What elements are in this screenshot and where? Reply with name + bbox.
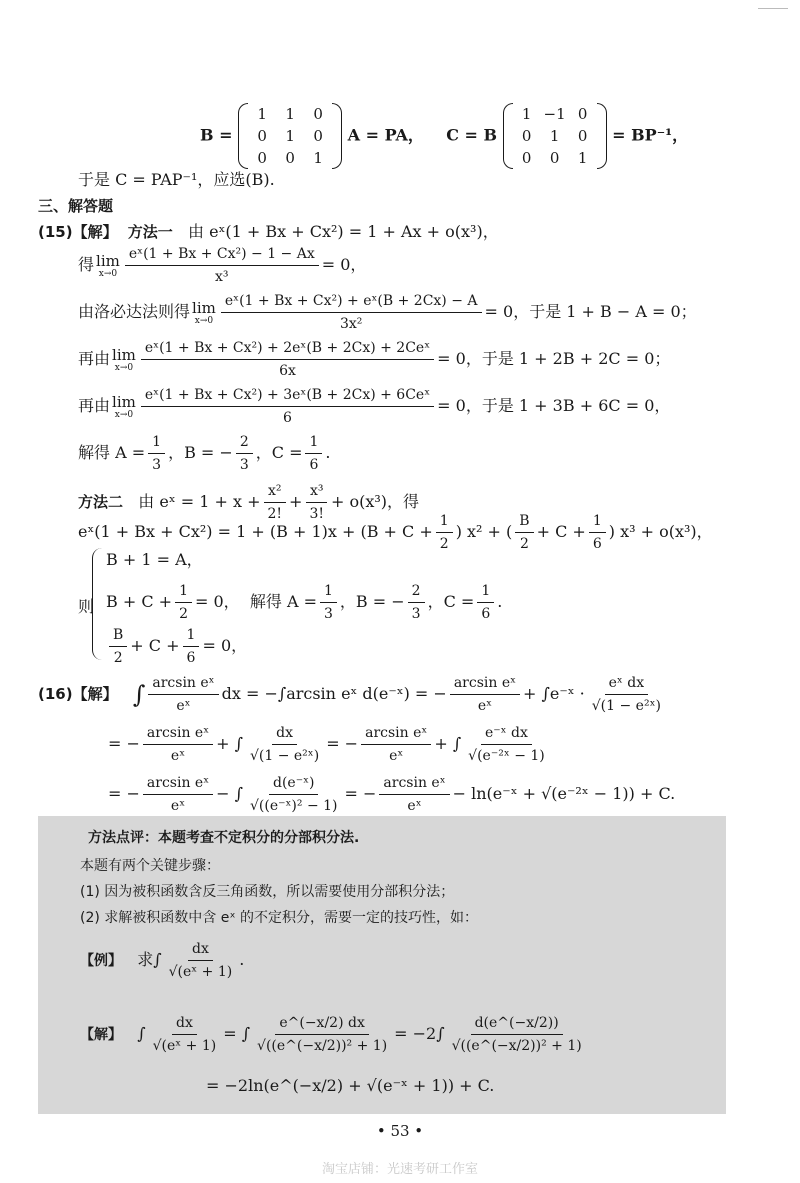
m2-cell: 1 bbox=[521, 105, 532, 123]
matrix-1 bbox=[238, 103, 342, 169]
frac: $\frac{\text{arcsin eˣ}}{\text{eˣ}}$ bbox=[450, 674, 520, 715]
frac: $\frac{\text{e⁻ˣ dx}}{\text{√(e⁻²ˣ − 1)}}$ bbox=[468, 725, 545, 764]
frac: $\frac{\text{d(e⁻ˣ)}}{\text{√((e⁻ˣ)² − 1)}}$ bbox=[249, 775, 338, 814]
q15-step2 bbox=[78, 292, 697, 333]
step4-prefix: 再由 bbox=[78, 396, 111, 415]
bp-part: = BP⁻¹， bbox=[612, 125, 689, 145]
sys-ze: 则 bbox=[78, 597, 95, 616]
sys-eq1: B + 1 = A， bbox=[106, 550, 203, 569]
step2-fraction: $\frac{\text{eˣ(1 + Bx + Cx²) + eˣ(B + 2Cx) − A}}{\text{3x²}}$ bbox=[221, 292, 482, 333]
frac: $\frac{B}{2}$ bbox=[109, 626, 127, 667]
q15-step1 bbox=[78, 245, 366, 286]
m2-cell: 0 bbox=[549, 149, 560, 167]
frac: $\frac{2}{3}$ bbox=[408, 582, 425, 623]
section-title: 三、解答题 bbox=[38, 197, 114, 215]
step2-suffix: = 0，于是 1 + B − A = 0； bbox=[484, 302, 697, 321]
limit: lim x→0 bbox=[112, 392, 136, 420]
frac: $\frac{d(e\^{}(-x/2))}{\text{√((e\textasciicircum{}(−x/2))² + 1)}}$ bbox=[451, 1015, 582, 1054]
frac: $\frac{1}{6}$ bbox=[477, 582, 494, 623]
method2-title: 方法二 bbox=[78, 493, 124, 511]
frac: $\frac{1}{2}$ bbox=[175, 582, 192, 623]
step1-suffix: = 0， bbox=[321, 255, 367, 274]
frac: $\frac{B}{2}$ bbox=[515, 512, 533, 553]
method2-intro: 方法二 由 eˣ = 1 + x + $\frac{\text{x²}}{2!}$ + $\frac{\text{x³}}{3!}$ + o(x³)，得 bbox=[78, 483, 420, 522]
b-label: B bbox=[200, 125, 214, 145]
q16-line1: (16)【解】 ∫ $\frac{\text{arcsin eˣ}}{\text{eˣ}}$ dx = −∫arcsin eˣ d(e⁻ˣ) = − $\frac{\text{arcsin eˣ}}{\text{eˣ}}$ + ∫e⁻ˣ · $\frac{\text{eˣ dx}}{\text{√(1 − e²ˣ)}}$ bbox=[38, 674, 668, 715]
frac: $\frac{\text{arcsin eˣ}}{\text{eˣ}}$ bbox=[143, 774, 213, 815]
m1-cell: 1 bbox=[285, 105, 295, 123]
step3-fraction: $\frac{\text{eˣ(1 + Bx + Cx²) + 2eˣ(B + 2Cx) + 2Ceˣ}}{6x}$ bbox=[141, 339, 434, 380]
sys-eq3: $\frac{B}{2}$ + C + $\frac{1}{6}$ = 0， bbox=[106, 626, 247, 667]
frac: $\frac{1}{6}$ bbox=[183, 626, 200, 667]
m2-cell: 0 bbox=[521, 127, 532, 145]
step2-prefix: 由洛必达法则得 bbox=[78, 302, 191, 321]
frac: $\frac{dx}{\text{√(eˣ + 1)}}$ bbox=[152, 1015, 217, 1054]
step1-prefix: 得 bbox=[78, 255, 95, 274]
q15-step3 bbox=[78, 339, 670, 380]
frac: $\frac{1}{2}$ bbox=[436, 512, 453, 553]
m2-cell: 0 bbox=[577, 127, 588, 145]
q15-label: (15)【解】 bbox=[38, 223, 118, 241]
m2-cell: 1 bbox=[549, 127, 560, 145]
solution-result: = −2ln(e^(−x/2) + √(e⁻ˣ + 1)) + C. bbox=[206, 1076, 495, 1095]
method1-intro: 由 eˣ(1 + Bx + Cx²) = 1 + Ax + o(x³)， bbox=[188, 222, 499, 241]
m1-cell: 0 bbox=[313, 105, 323, 123]
method1-title: 方法一 bbox=[127, 223, 173, 241]
c-label: C = B bbox=[446, 125, 498, 145]
m2-cell: 1 bbox=[577, 149, 588, 167]
step4-fraction: $\frac{\text{eˣ(1 + Bx + Cx²) + 3eˣ(B + 2Cx) + 6Ceˣ}}{6}$ bbox=[141, 386, 434, 427]
sys-eq2: B + C + $\frac{1}{2}$ = 0， 解得 A = $\frac{1}{3}$ ，B = − $\frac{2}{3}$ ，C = $\frac{1}{6}$ . bbox=[106, 583, 503, 622]
frac: $\frac{\text{arcsin eˣ}}{\text{eˣ}}$ bbox=[143, 724, 213, 765]
m1-cell: 1 bbox=[257, 105, 267, 123]
step3-prefix: 再由 bbox=[78, 349, 111, 368]
frac: $\frac{e\^{}(-x/2) dx}{\text{√((e\textasciicircum{}(−x/2))² + 1)}}$ bbox=[257, 1015, 388, 1054]
step4-suffix: = 0，于是 1 + 3B + 6C = 0， bbox=[437, 396, 671, 415]
solution-line: 【解】 ∫ $\frac{dx}{\text{√(eˣ + 1)}}$ = ∫ $\frac{e\^{}(-x/2) dx}{\text{√((e\textasciicircum{}(−x/2))² + 1)}}$ = −2∫ $\frac{d(e\^{}(-x/2))}{\text{√((e\textasciicircum{}(−x/2))² + 1)}}$ bbox=[80, 1014, 589, 1055]
m1-cell: 0 bbox=[285, 149, 295, 167]
q16-label: (16)【解】 bbox=[38, 685, 118, 703]
conclusion: 于是 C = PAP⁻¹，应选(B). bbox=[78, 170, 275, 189]
step1-fraction: $\frac{\text{eˣ(1 + Bx + Cx²) − 1 − Ax}}{\text{x³}}$ bbox=[125, 245, 319, 286]
equals-sign: = bbox=[219, 125, 233, 145]
frac: $\frac{\text{arcsin eˣ}}{\text{eˣ}}$ bbox=[148, 674, 218, 715]
expansion: eˣ(1 + Bx + Cx²) = 1 + (B + 1)x + (B + C + $\frac{1}{2}$ ) x² + ( $\frac{B}{2}$ + C + $\frac{1}{6}$ ) x³ + o(x³)， bbox=[78, 513, 713, 552]
q15-step4 bbox=[78, 386, 670, 427]
frac-a: $\frac{1}{3}$ bbox=[148, 433, 165, 474]
m2-cell: 0 bbox=[577, 105, 588, 123]
solution-label: 【解】 bbox=[80, 1027, 122, 1043]
frac: $\frac{\text{eˣ dx}}{\text{√(1 − e²ˣ)}}$ bbox=[591, 675, 661, 714]
note-title: 方法点评：本题考查不定积分的分部积分法. bbox=[88, 830, 360, 846]
a-part: A = PA， bbox=[347, 125, 424, 145]
step3-suffix: = 0，于是 1 + 2B + 2C = 0； bbox=[437, 349, 671, 368]
limit: lim x→0 bbox=[192, 298, 216, 326]
frac: $\frac{1}{3}$ bbox=[320, 582, 337, 623]
m1-cell: 0 bbox=[313, 127, 323, 145]
m1-cell: 1 bbox=[285, 127, 295, 145]
frac-b: $\frac{2}{3}$ bbox=[236, 433, 253, 474]
watermark: 淘宝店铺：光速考研工作室 bbox=[321, 1162, 478, 1177]
frac: $\frac{\text{arcsin eˣ}}{\text{eˣ}}$ bbox=[379, 774, 449, 815]
corner-mark bbox=[758, 8, 788, 9]
q15-header bbox=[38, 222, 499, 242]
example-line: 【例】 求∫ $\frac{dx}{\text{√(eˣ + 1)}}$ . bbox=[80, 941, 245, 980]
frac: $\frac{dx}{\text{√(eˣ + 1)}}$ bbox=[168, 941, 233, 980]
page-number: • 53 • bbox=[376, 1122, 424, 1140]
frac-x2: $\frac{\text{x²}}{2!}$ bbox=[263, 482, 286, 523]
m1-cell: 0 bbox=[257, 127, 267, 145]
frac: $\frac{\text{arcsin eˣ}}{\text{eˣ}}$ bbox=[361, 724, 431, 765]
m1-cell: 0 bbox=[257, 149, 267, 167]
note-line2: (1) 因为被积函数含反三角函数，所以需要使用分部积分法； bbox=[80, 884, 455, 900]
m1-cell: 1 bbox=[313, 149, 323, 167]
note-line1: 本题有两个关键步骤： bbox=[80, 858, 220, 874]
limit: lim x→0 bbox=[112, 345, 136, 373]
frac-c: $\frac{1}{6}$ bbox=[305, 433, 322, 474]
frac-x3: $\frac{\text{x³}}{3!}$ bbox=[305, 482, 328, 523]
example-label: 【例】 bbox=[80, 953, 122, 969]
note-line3: (2) 求解被积函数中含 eˣ 的不定积分，需要一定的技巧性，如： bbox=[80, 910, 479, 926]
limit: lim x→0 bbox=[96, 251, 120, 279]
m2-cell: 0 bbox=[521, 149, 532, 167]
q15-result: 解得 A = $\frac{1}{3}$ ，B = − $\frac{2}{3}$ ，C = $\frac{1}{6}$ . bbox=[78, 434, 331, 473]
m2-cell: −1 bbox=[543, 105, 566, 123]
frac: $\frac{dx}{\text{√(1 − e²ˣ)}}$ bbox=[249, 725, 320, 764]
q16-line3: = − $\frac{\text{arcsin eˣ}}{\text{eˣ}}$ − ∫ $\frac{\text{d(e⁻ˣ)}}{\text{√((e⁻ˣ)² − 1)}}$ = − $\frac{\text{arcsin eˣ}}{\text{eˣ}}$ − ln(e⁻ˣ + √(e⁻²ˣ − 1)) + C. bbox=[108, 775, 676, 814]
frac: $\frac{1}{6}$ bbox=[589, 512, 606, 553]
matrix-2 bbox=[503, 103, 607, 169]
q16-line2: = − $\frac{\text{arcsin eˣ}}{\text{eˣ}}$ + ∫ $\frac{dx}{\text{√(1 − e²ˣ)}}$ = − $\frac{\text{arcsin eˣ}}{\text{eˣ}}$ + ∫ $\frac{\text{e⁻ˣ dx}}{\text{√(e⁻²ˣ − 1)}}$ bbox=[108, 724, 552, 765]
matrix-equation bbox=[200, 103, 688, 169]
